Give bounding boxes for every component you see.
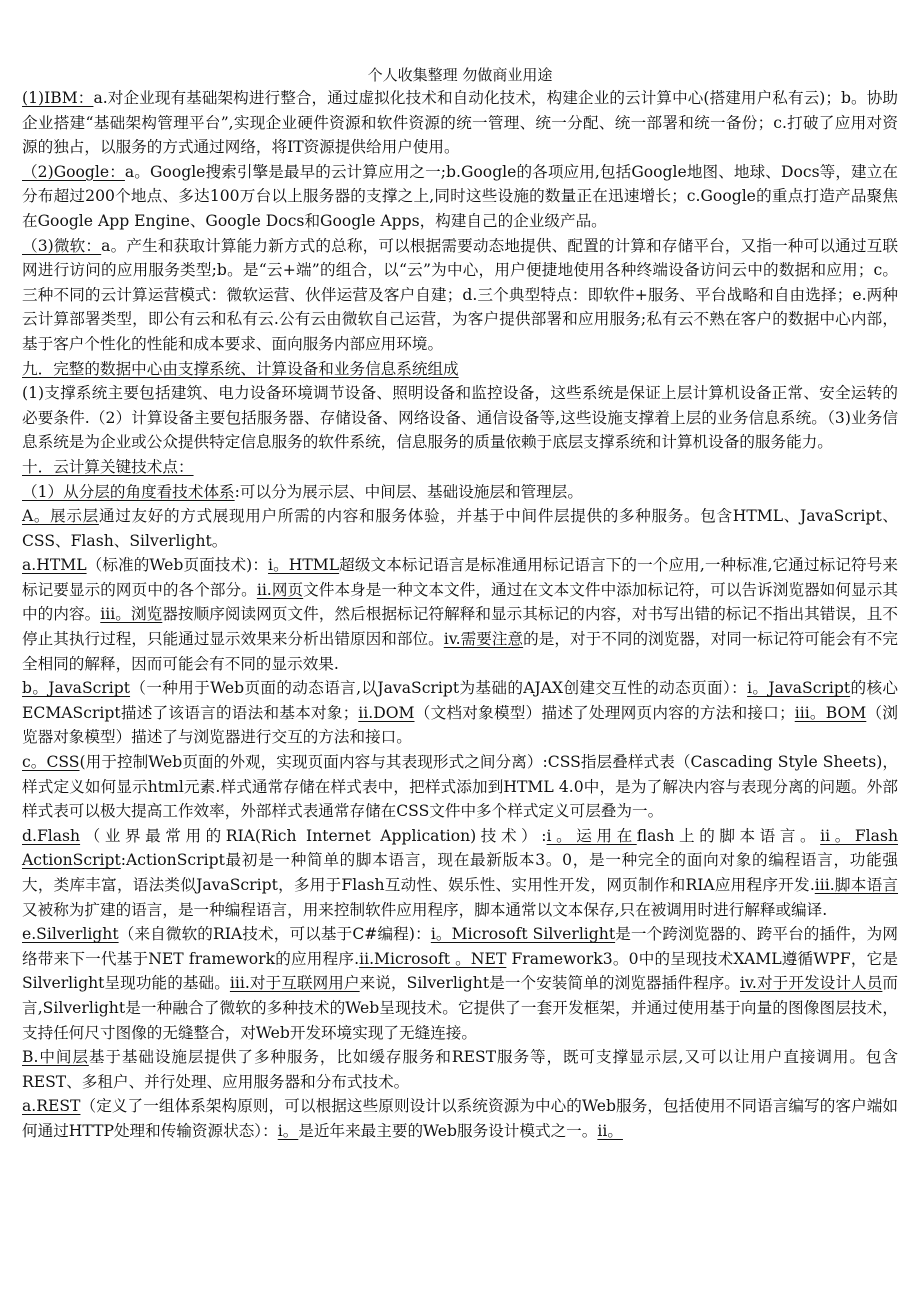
text-run: 的是，对于不同的浏览器，对同一标记符可能会有不完全相同的解释，因而可能会有不同的显示效果. <box>22 630 898 673</box>
text-run: 是一个跨浏览器的、跨平台的插件，为网络带来下一代基于NET framework的应用程序. <box>22 925 898 968</box>
text-run: a.对企业现有基础架构进行整合，通过虚拟化技术和自动化技术，构建企业的云计算中心(搭建用户私有云)；b。协助企业搭建“基础架构管理平台”,实现企业硬件资源和软件资源的统一管理、统一分配、统一部署和统一备份；c.打破了应用对资源的独占，以服务的方式通过网络，将IT资源提供给用户使用。 <box>22 89 898 157</box>
text-run: 通过友好的方式展现用户所需的内容和服务体验，并基于中间件层提供的多种服务。包含HTML、JavaScript、CSS、Flash、Silverlight。 <box>22 507 898 550</box>
text-run: a。Google搜索引擎是最早的云计算应用之一;b.Google的各项应用,包括Google地图、地球、Docs等，建立在分布超过200个地点、多达100万台以上服务器的支撑之上,同时这些设施的数量正在迅速增长；c.Google的重点打造产品聚焦在Google App Engine、Google Docs和Google Apps，构建自己的企业级产品。 <box>22 162 899 230</box>
text-run: 超级文本标记语言是标准通用标记语言下的一个应用,一种标准,它通过标记符号来标记要显示的网页中的各个部分。 <box>22 556 898 599</box>
text-run: （业界最常用的RIA(Rich Internet Application)技术）: <box>80 826 547 845</box>
underlined-text: （1）从分层的角度看技术体系 <box>22 482 235 501</box>
paragraph <box>22 676 898 750</box>
text-run: （标准的Web页面技术)： <box>86 556 269 575</box>
underlined-text: i。JavaScript <box>747 679 851 698</box>
text-run: 而言,Silverlight是一种融合了微软的多种技术的Web呈现技术。它提供了一套开发框架，并通过使用基于向量的图像图层技术，支持任何尺寸图像的无缝整合，对Web开发环境实现了无缝连接。 <box>22 974 898 1042</box>
underlined-text: ii.Microsoft 。NET <box>359 949 507 968</box>
underlined-text: B.中间层 <box>22 1048 89 1067</box>
text-run: 器按顺序阅读网页文件，然后根据标记符解释和显示其标记的内容，对书写出错的标记不指出其错误，且不停止其执行过程，只能通过显示效果来分析出错原因和部位。 <box>22 605 898 649</box>
paragraph <box>22 504 898 553</box>
underlined-text: i。运用在 <box>546 826 637 845</box>
underlined-text: ii。Flash ActionScript <box>22 826 899 870</box>
paragraph <box>22 455 898 480</box>
underlined-text: iv.需要注意 <box>443 630 524 649</box>
text-run: 是近年来最主要的Web服务设计模式之一。 <box>298 1121 598 1140</box>
underlined-text: a.HTML <box>22 556 87 575</box>
underlined-text: iii.脚本语言 <box>814 876 899 894</box>
underlined-text: i。HTML <box>268 556 340 575</box>
underlined-text: i。 <box>277 1121 299 1140</box>
text-run: （来自微软的RIA技术，可以基于C#编程)： <box>118 925 431 944</box>
underlined-text: 九．完整的数据中心由支撑系统、计算设备和业务信息系统组成 <box>22 359 459 378</box>
underlined-text: A。展示层 <box>22 507 99 526</box>
underlined-text: ii.网页 <box>256 580 304 599</box>
paragraph <box>22 1045 898 1094</box>
underlined-text: ii.DOM <box>358 703 415 722</box>
underlined-text: d.Flash <box>22 826 81 845</box>
text-run: 文件本身是一种文本文件，通过在文本文件中添加标记符，可以告诉浏览器如何显示其中的内容。 <box>22 580 898 624</box>
document-body <box>22 86 898 1144</box>
underlined-text: a.REST <box>22 1097 81 1116</box>
underlined-text: （3)微软： <box>22 236 102 255</box>
paragraph <box>22 553 898 676</box>
text-run: Framework3。0中的呈现技术XAML遵循WPF，它是Silverlight呈现功能的基础。 <box>22 949 898 993</box>
text-run: 又被称为扩建的语言，是一种编程语言，用来控制软件应用程序，脚本通常以文本保存,只在被调用时进行解释或编译. <box>22 900 828 919</box>
paragraph <box>22 234 898 357</box>
paragraph <box>22 1094 898 1143</box>
paragraph <box>22 824 898 922</box>
text-run: flash上的脚本语言。 <box>636 826 821 845</box>
underlined-text: i。Microsoft Silverlight <box>430 925 616 944</box>
paragraph <box>22 86 898 160</box>
text-run: （文档对象模型）描述了处理网页内容的方法和接口； <box>414 703 795 722</box>
paragraph <box>22 381 898 455</box>
underlined-text: c。CSS <box>22 753 80 772</box>
underlined-text: iv.对于开发设计人员 <box>739 974 883 993</box>
underlined-text: iii。浏览 <box>100 605 163 624</box>
page-header: 个人收集整理 勿做商业用途 <box>367 66 553 84</box>
text-run: :可以分为展示层、中间层、基础设施层和管理层。 <box>234 482 583 501</box>
text-run: (用于控制Web页面的外观，实现页面内容与其表现形式之间分离）:CSS指层叠样式表（Cascading Style Sheets)，样式定义如何显示html元素.样式通常存储在样式表中，把样式添加到HTML 4.0中，是为了解决内容与表现分离的问题。外部样式表可以极大提高工作效率，外部样式表通常存储在CSS文件中多个样式定义可层叠为一。 <box>22 753 898 821</box>
text-run: 基于基础设施层提供了多种服务，比如缓存服务和REST服务等，既可支撑显示层,又可以让用户直接调用。包含REST、多租户、并行处理、应用服务器和分布式技术。 <box>22 1048 899 1091</box>
underlined-text: b。JavaScript <box>22 679 131 698</box>
paragraph <box>22 480 898 505</box>
text-run: a。产生和获取计算能力新方式的总称，可以根据需要动态地提供、配置的计算和存储平台，又指一种可以通过互联网进行访问的应用服务类型;b。是“云+端”的组合，以“云”为中心，用户便捷地使用各种终端设备访问云中的数据和应用；c。三种不同的云计算运营模式：微软运营、伙伴运营及客户自建；d.三个典型特点：即软件+服务、平台战略和自由选择；e.两种云计算部署类型，即公有云和私有云.公有云由微软自己运营，为客户提供部署和应用服务;私有云不熟在客户的数据中心内部，基于客户个性化的性能和成本要求、面向服务内部应用环境。 <box>22 236 898 353</box>
text-run: 来说，Silverlight是一个安装简单的浏览器插件程序。 <box>359 974 740 993</box>
underlined-text: 十．云计算关键技术点： <box>22 457 194 476</box>
paragraph <box>22 750 898 824</box>
underlined-text: ii。 <box>597 1121 623 1140</box>
underlined-text: (1)IBM： <box>22 89 94 107</box>
paragraph <box>22 357 898 382</box>
text-run: （一种用于Web页面的动态语言,以JavaScript为基础的AJAX创建交互性的动态页面）： <box>130 679 748 698</box>
text-run: :ActionScript最初是一种简单的脚本语言，现在最新版本3。0，是一种完全的面向对象的编程语言，功能强大，类库丰富，语法类似JavaScript，多用于Flash互动性、娱乐性、实用性开发，网页制作和RIA应用程序开发. <box>22 851 898 894</box>
text-run: 的核心ECMAScript描述了该语言的语法和基本对象； <box>22 679 898 722</box>
underlined-text: iii。BOM <box>794 703 867 722</box>
text-run: (1)支撑系统主要包括建筑、电力设备环境调节设备、照明设备和监控设备，这些系统是保证上层计算机设备正常、安全运转的必要条件.（2）计算设备主要包括服务器、存储设备、网络设备、通信设备等,这些设施支撑着上层的业务信息系统。（3)业务信息系统是为企业或公众提供特定信息服务的软件系统，信息服务的质量依赖于底层支撑系统和计算机设备的服务能力。 <box>22 384 898 452</box>
underlined-text: （2)Google： <box>22 162 125 181</box>
text-run: （浏览器对象模型）描述了与浏览器进行交互的方法和接口。 <box>22 703 898 747</box>
paragraph <box>22 160 898 234</box>
text-run: （定义了一组体系架构原则，可以根据这些原则设计以系统资源为中心的Web服务，包括使用不同语言编写的客户端如何通过HTTP处理和传输资源状态）： <box>22 1097 898 1140</box>
paragraph <box>22 922 898 1045</box>
underlined-text: e.Silverlight <box>22 925 119 944</box>
underlined-text: iii.对于互联网用户 <box>229 974 360 993</box>
